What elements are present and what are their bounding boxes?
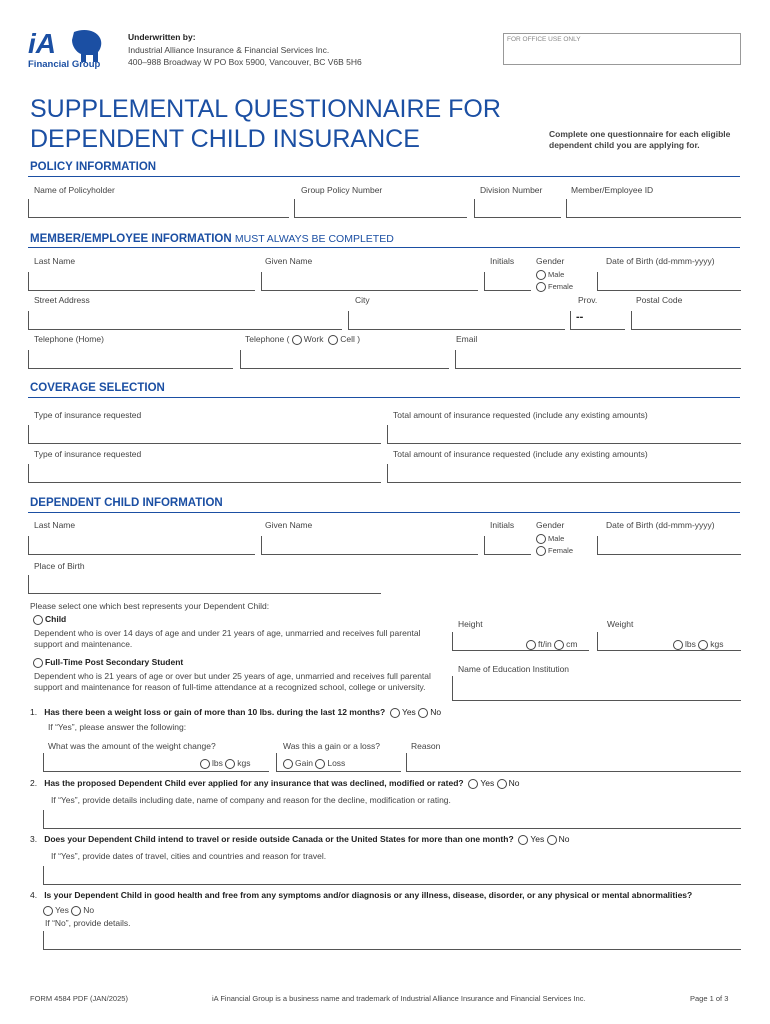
member-initials-label: Initials <box>490 256 515 266</box>
student-option-label: Full-Time Post Secondary Student <box>45 657 184 667</box>
weight-unit-options <box>673 639 723 650</box>
gain-label: Gain <box>295 758 313 768</box>
q4-text: Is your Dependent Child in good health and free from any symptoms and/or diagnosis or any illness, disease, disorder, or any physical or mental abnormalities? <box>44 890 693 900</box>
logo-text: iA <box>28 28 56 59</box>
kgs-label: kgs <box>710 639 724 649</box>
office-use-label: FOR OFFICE USE ONLY <box>507 36 581 43</box>
member-last-name-input[interactable] <box>28 272 255 291</box>
child-dob-input[interactable] <box>597 536 741 555</box>
q2-yes-radio[interactable] <box>468 778 494 788</box>
member-id-input[interactable] <box>566 199 741 218</box>
member-gender-options <box>536 269 573 293</box>
member-male-radio[interactable] <box>536 269 573 281</box>
q1-unit-options <box>200 758 250 769</box>
child-initials-label: Initials <box>490 520 515 530</box>
q1-number: 1. <box>30 707 38 717</box>
trademark-notice: iA Financial Group is a business name and trademark of Industrial Alliance Insurance and Financial Services Inc. <box>212 994 586 1003</box>
student-option-desc: Dependent who is 21 years of age or over but under 25 years of age, unmarried and receives full parental support and maintenance for reason of full-time attendance at a recognized school, college or university. <box>34 671 431 692</box>
insurance-amount-input-2[interactable] <box>387 464 741 483</box>
group-policy-label: Group Policy Number <box>301 185 383 195</box>
q4-follow: If “No”, provide details. <box>45 918 131 928</box>
form-number: FORM 4584 PDF (JAN/2025) <box>30 994 128 1003</box>
email-input[interactable] <box>455 350 741 369</box>
select-prompt: Please select one which best represents your Dependent Child: <box>30 601 270 611</box>
child-option-desc: Dependent who is over 14 days of age and under 21 years of age, unmarried and receives full parental support and maintenance. <box>34 628 421 649</box>
group-policy-input[interactable] <box>294 199 467 218</box>
no-label: No <box>83 905 95 915</box>
insurance-type-input-1[interactable] <box>28 425 381 444</box>
q1-amount-label: What was the amount of the weight change? <box>48 741 216 751</box>
child-option-radio[interactable] <box>33 614 66 625</box>
q1-reason-label: Reason <box>411 741 441 751</box>
member-last-name-label: Last Name <box>34 256 76 266</box>
loss-radio[interactable] <box>315 758 345 768</box>
city-input[interactable] <box>348 311 565 330</box>
member-female-radio[interactable] <box>536 281 573 293</box>
q2-text: Has the proposed Dependent Child ever applied for any insurance that was declined, modified or rated? <box>44 778 464 788</box>
q2-number: 2. <box>30 778 38 788</box>
no-label: No <box>558 834 570 844</box>
q4-options <box>43 905 94 916</box>
page-title <box>30 94 501 154</box>
child-male-radio[interactable] <box>536 533 573 545</box>
lbs-label: lbs <box>685 639 696 649</box>
q3-follow: If “Yes”, provide dates of travel, cities and countries and reason for travel. <box>51 851 327 861</box>
tel-home-label: Telephone (Home) <box>34 334 104 344</box>
postal-input[interactable] <box>631 311 741 330</box>
q3-details-input[interactable] <box>43 866 741 885</box>
tel-prefix: Telephone ( <box>245 334 290 344</box>
insurance-type-label-2: Type of insurance requested <box>34 449 142 459</box>
no-label: No <box>430 707 442 717</box>
ftin-label: ft/in <box>538 639 552 649</box>
child-heading: DEPENDENT CHILD INFORMATION <box>30 497 223 509</box>
yes-label: Yes <box>480 778 495 788</box>
yes-label: Yes <box>530 834 545 844</box>
work-label: Work <box>303 334 324 344</box>
member-dob-label: Date of Birth (dd-mmm-yyyy) <box>606 256 715 266</box>
section-divider <box>28 512 740 513</box>
policy-heading: POLICY INFORMATION <box>30 161 157 173</box>
tel-home-input[interactable] <box>28 350 233 369</box>
q1-yes-radio[interactable] <box>390 707 416 717</box>
q1-text: Has there been a weight loss or gain of more than 10 lbs. during the last 12 months? <box>44 707 386 717</box>
lbs-radio[interactable] <box>673 639 696 649</box>
q3-number: 3. <box>30 834 38 844</box>
child-gender-options <box>536 533 573 557</box>
section-divider <box>28 397 740 398</box>
lbs-label: lbs <box>212 758 223 768</box>
insurance-amount-label-2: Total amount of insurance requested (include any existing amounts) <box>393 449 648 459</box>
company-name: Industrial Alliance Insurance & Financial Services Inc. <box>128 45 330 55</box>
cell-radio[interactable] <box>328 334 360 344</box>
gain-radio[interactable] <box>283 758 313 768</box>
office-use-box <box>503 33 741 65</box>
title-line-1: SUPPLEMENTAL QUESTIONNAIRE FOR <box>30 95 501 123</box>
no-label: No <box>508 778 520 788</box>
member-heading <box>30 233 394 245</box>
title-line-2: DEPENDENT CHILD INSURANCE <box>30 125 420 153</box>
q2-no-radio[interactable] <box>497 778 520 788</box>
member-id-label: Member/Employee ID <box>571 185 654 195</box>
child-gender-label: Gender <box>536 520 565 530</box>
tel-work-input[interactable] <box>240 350 449 369</box>
institution-input[interactable] <box>452 676 741 701</box>
q1-gainloss-options <box>283 758 345 769</box>
division-label: Division Number <box>480 185 543 195</box>
company-address: 400–988 Broadway W PO Box 5900, Vancouver, BC V6B 5H6 <box>128 57 362 67</box>
street-label: Street Address <box>34 295 90 305</box>
section-divider <box>28 247 740 248</box>
tel-work-cell-label <box>245 334 360 345</box>
child-last-name-input[interactable] <box>28 536 255 555</box>
male-label: Male <box>548 270 565 279</box>
kgs-radio[interactable] <box>698 639 723 649</box>
insurance-amount-input-1[interactable] <box>387 425 741 444</box>
title-note: Complete one questionnaire for each eligible dependent child you are applying for. <box>549 129 731 150</box>
weight-label: Weight <box>607 619 634 629</box>
q1-follow: If “Yes”, please answer the following: <box>48 722 187 732</box>
email-label: Email <box>456 334 478 344</box>
student-option-radio[interactable] <box>33 657 183 668</box>
q1-no-radio[interactable] <box>418 707 441 717</box>
section-divider <box>28 176 740 177</box>
question-3 <box>30 834 570 845</box>
coverage-heading: COVERAGE SELECTION <box>30 382 165 394</box>
policyholder-label: Name of Policyholder <box>34 185 115 195</box>
cm-label: cm <box>566 639 578 649</box>
company-logo <box>28 28 103 72</box>
child-last-name-label: Last Name <box>34 520 76 530</box>
q4-no-radio[interactable] <box>71 905 94 915</box>
prov-label: Prov. <box>578 295 598 305</box>
question-4 <box>30 890 692 900</box>
female-label: Female <box>548 282 574 291</box>
policyholder-input[interactable] <box>28 199 289 218</box>
postal-label: Postal Code <box>636 295 683 305</box>
street-input[interactable] <box>28 311 342 330</box>
female-label: Female <box>548 546 574 555</box>
member-given-name-label: Given Name <box>265 256 313 266</box>
insurance-type-input-2[interactable] <box>28 464 381 483</box>
q1-lbs-radio[interactable] <box>200 758 223 768</box>
q2-follow: If “Yes”, provide details including date, name of company and reason for the decline, modification or rating. <box>51 795 451 805</box>
cm-radio[interactable] <box>554 639 577 649</box>
question-1 <box>30 707 441 718</box>
ftin-radio[interactable] <box>526 639 552 649</box>
work-radio[interactable] <box>292 334 324 344</box>
underwritten-label: Underwritten by: <box>128 32 196 42</box>
insurance-type-label-1: Type of insurance requested <box>34 410 142 420</box>
height-label: Height <box>458 619 483 629</box>
q1-reason-input[interactable] <box>406 753 741 772</box>
member-heading-sub: MUST ALWAYS BE COMPLETED <box>234 233 394 245</box>
province-value: -- <box>576 311 584 323</box>
loss-label: Loss <box>327 758 346 768</box>
member-heading-text: MEMBER/EMPLOYEE INFORMATION <box>30 233 232 245</box>
question-2 <box>30 778 519 789</box>
child-option-label: Child <box>45 614 67 624</box>
q3-yes-radio[interactable] <box>518 834 544 844</box>
kgs-label: kgs <box>237 758 251 768</box>
child-initials-input[interactable] <box>484 536 531 555</box>
child-dob-label: Date of Birth (dd-mmm-yyyy) <box>606 520 715 530</box>
child-female-radio[interactable] <box>536 545 573 557</box>
q3-text: Does your Dependent Child intend to travel or reside outside Canada or the United States for more than one month? <box>44 834 514 844</box>
division-input[interactable] <box>474 199 561 218</box>
child-given-name-label: Given Name <box>265 520 313 530</box>
q1-kgs-radio[interactable] <box>225 758 250 768</box>
member-dob-input[interactable] <box>597 272 741 291</box>
child-given-name-input[interactable] <box>261 536 478 555</box>
cell-label: Cell ) <box>340 334 361 344</box>
q3-no-radio[interactable] <box>547 834 570 844</box>
institution-label: Name of Education Institution <box>458 664 570 674</box>
yes-label: Yes <box>55 905 69 915</box>
page-number: Page 1 of 3 <box>690 994 729 1003</box>
height-unit-options <box>526 639 577 650</box>
male-label: Male <box>548 534 565 543</box>
province-select[interactable] <box>570 311 625 330</box>
place-of-birth-input[interactable] <box>28 575 381 594</box>
q2-details-input[interactable] <box>43 810 741 829</box>
q4-details-input[interactable] <box>43 931 741 950</box>
q4-yes-radio[interactable] <box>43 905 69 915</box>
member-initials-input[interactable] <box>484 272 531 291</box>
logo-subtitle: Financial Group <box>28 59 101 70</box>
yes-label: Yes <box>401 707 416 717</box>
city-label: City <box>355 295 370 305</box>
member-gender-label: Gender <box>536 256 565 266</box>
q1-gainloss-label: Was this a gain or a loss? <box>283 741 381 751</box>
insurance-amount-label-1: Total amount of insurance requested (include any existing amounts) <box>393 410 648 420</box>
q4-number: 4. <box>30 890 38 900</box>
member-given-name-input[interactable] <box>261 272 478 291</box>
place-of-birth-label: Place of Birth <box>34 561 85 571</box>
